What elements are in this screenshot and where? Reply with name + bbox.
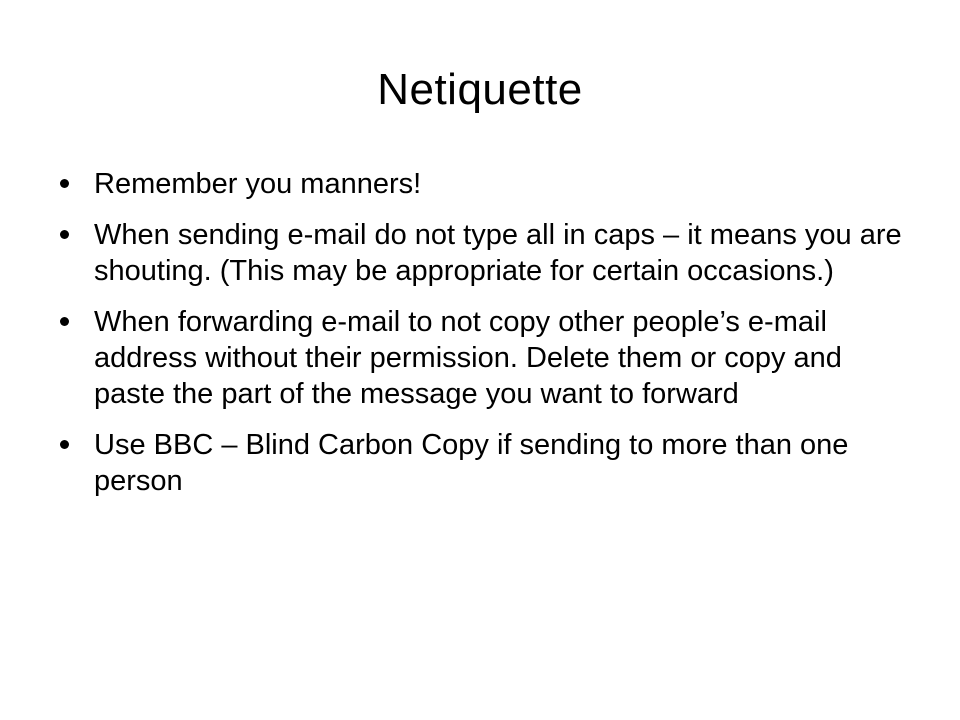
bullet-text: Remember you manners! <box>94 168 422 200</box>
bullet-item <box>60 217 920 289</box>
bullet-item <box>60 427 920 499</box>
slide-title: Netiquette <box>377 65 583 114</box>
bullet-text: Use BBC – Blind Carbon Copy if sending to more than one person <box>94 429 849 497</box>
bullet-text: When sending e-mail do not type all in caps – it means you are shouting. (This may be appropriate for certain occasions.) <box>94 219 902 287</box>
bullet-icon <box>60 440 69 449</box>
bullet-icon <box>60 230 69 239</box>
bullet-item <box>60 166 920 202</box>
bullet-list <box>60 166 920 514</box>
bullet-item <box>60 304 920 412</box>
bullet-icon <box>60 179 69 188</box>
bullet-text: When forwarding e-mail to not copy other people’s e-mail address without their permission. Delete them or copy and paste the part of the message you want to forward <box>94 306 842 410</box>
bullet-icon <box>60 317 69 326</box>
